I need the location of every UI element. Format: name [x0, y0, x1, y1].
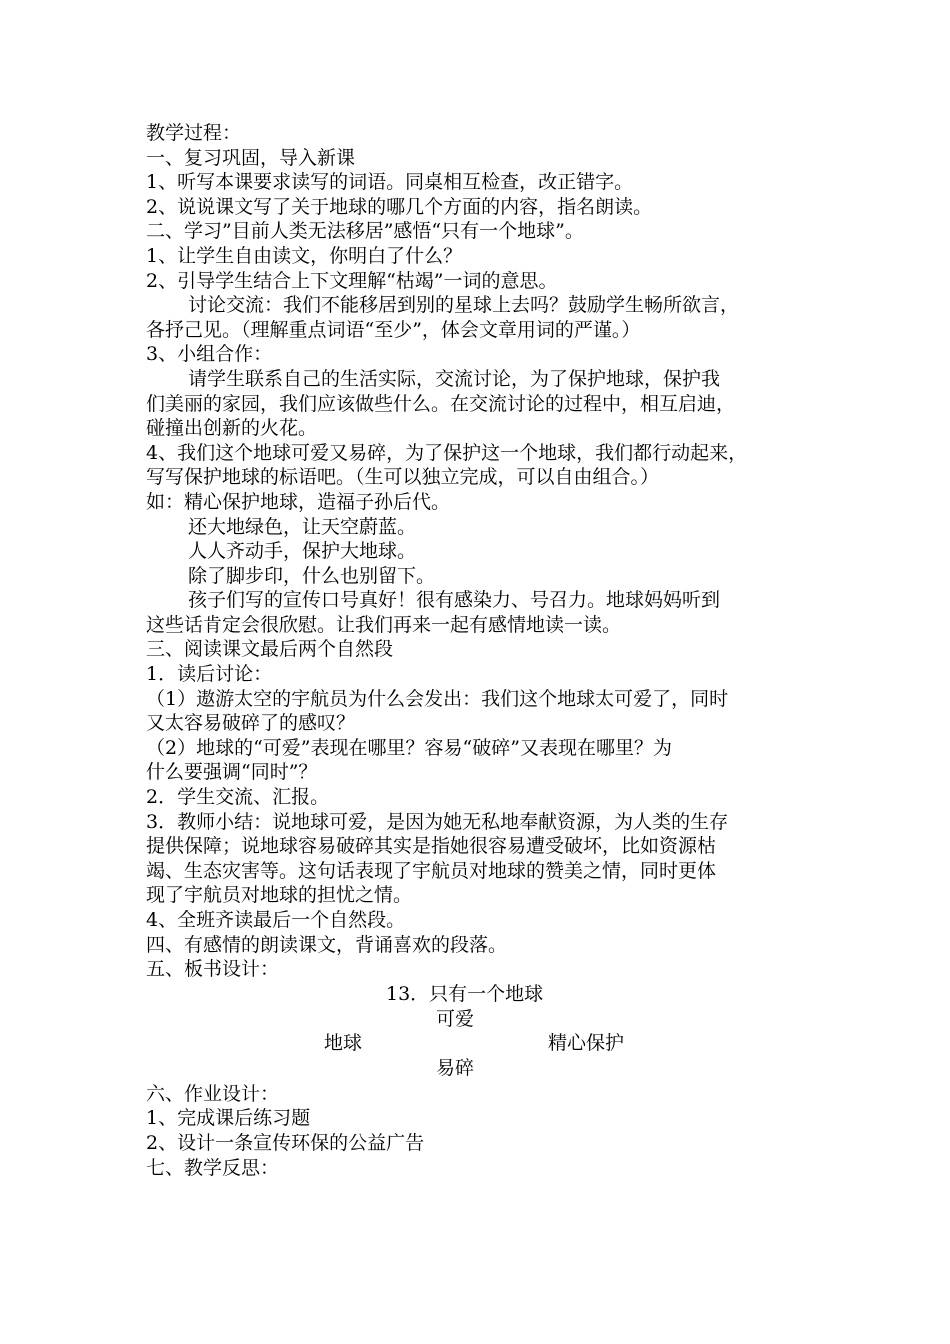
slogan-line: 人人齐动手，保护大地球。 — [188, 540, 417, 563]
slogan-line: 还大地绿色，让天空蔚蓝。 — [188, 515, 417, 538]
text-line: （2）地球的“可爱”表现在哪里？容易“破碎”又表现在哪里？为 — [146, 736, 672, 759]
board-bottom-word: 易碎 — [436, 1056, 475, 1079]
text-line: 4、我们这个地球可爱又易碎，为了保护这一个地球，我们都行动起来， — [146, 441, 748, 464]
text-line: 1．读后讨论： — [146, 663, 273, 686]
text-line: 竭、生态灾害等。这句话表现了宇航员对地球的赞美之情，同时更体 — [146, 859, 717, 882]
text-line: 教学过程： — [146, 122, 242, 144]
section-heading: 四、有感情的朗读课文，背诵喜欢的段落。 — [146, 933, 508, 956]
text-line: 碰撞出创新的火花。 — [146, 417, 318, 440]
text-line: 2．学生交流、汇报。 — [146, 786, 330, 809]
section-heading: 六、作业设计： — [146, 1082, 280, 1105]
text-line: 2、引导学生结合上下文理解“枯竭”一词的意思。 — [146, 269, 558, 292]
board-title: 13．只有一个地球 — [386, 982, 544, 1005]
text-line: 2、说说课文写了关于地球的哪几个方面的内容，指名朗读。 — [146, 195, 653, 218]
text-line: 这些话肯定会很欣慰。让我们再来一起有感情地读一读。 — [146, 613, 622, 636]
text-line: 讨论交流：我们不能移居到别的星球上去吗？鼓励学生畅所欲言， — [188, 294, 740, 317]
text-line: 写写保护地球的标语吧。（生可以独立完成，可以自由组合。） — [146, 466, 660, 489]
text-line: 们美丽的家园，我们应该做些什么。在交流讨论的过程中，相互启迪， — [146, 392, 736, 415]
section-heading: 七、教学反思： — [146, 1156, 280, 1179]
section-heading: 三、阅读课文最后两个自然段 — [146, 638, 394, 661]
board-top-word: 可爱 — [436, 1007, 475, 1030]
section-heading: 一、复习巩固，导入新课 — [146, 146, 356, 169]
text-line: 孩子们写的宣传口号真好！很有感染力、号召力。地球妈妈听到 — [188, 589, 721, 612]
text-line: 1、让学生自由读文，你明白了什么？ — [146, 244, 463, 267]
text-line: 现了宇航员对地球的担忧之情。 — [146, 884, 413, 907]
board-left-word: 地球 — [324, 1031, 363, 1054]
text-line: 1、完成课后练习题 — [146, 1107, 311, 1130]
slogan-line: 除了脚步印，什么也别留下。 — [188, 564, 436, 587]
text-line: （1）遨游太空的宇航员为什么会发出：我们这个地球太可爱了，同时 — [146, 687, 729, 710]
document-page — [146, 121, 812, 1180]
text-line: 提供保障；说地球容易破碎其实是指她很容易遭受破坏，比如资源枯 — [146, 835, 717, 858]
text-line: 请学生联系自己的生活实际，交流讨论，为了保护地球，保护我 — [188, 367, 721, 390]
section-heading: 五、板书设计： — [146, 958, 280, 981]
text-line: 3．教师小结：说地球可爱，是因为她无私地奉献资源，为人类的生存 — [146, 810, 729, 833]
text-line: 各抒己见。（理解重点词语“至少”，体会文章用词的严谨。） — [146, 318, 641, 341]
text-line: 如：精心保护地球，造福子孙后代。 — [146, 490, 451, 513]
text-line: 3、小组合作： — [146, 343, 273, 366]
section-heading: 二、学习”目前人类无法移居”感悟“只有一个地球”。 — [146, 220, 584, 243]
board-right-word: 精心保护 — [548, 1031, 625, 1054]
text-line: 什么要强调“同时”？ — [146, 761, 318, 784]
text-line: 2、设计一条宣传环保的公益广告 — [146, 1131, 425, 1154]
text-line: 1、听写本课要求读写的词语。同桌相互检查，改正错字。 — [146, 171, 634, 194]
text-line: 又太容易破碎了的感叹？ — [146, 712, 356, 735]
text-line: 4、全班齐读最后一个自然段。 — [146, 909, 406, 931]
blackboard-design — [146, 982, 812, 1082]
